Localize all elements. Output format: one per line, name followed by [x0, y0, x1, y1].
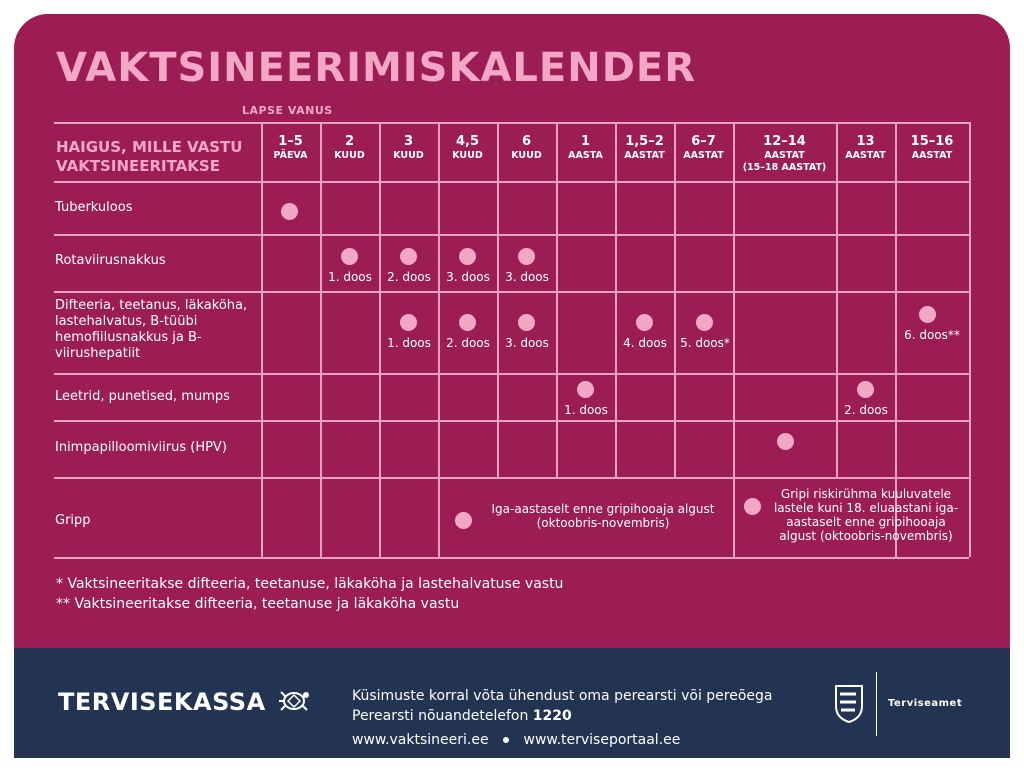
vaccination-dot [459, 314, 476, 331]
vaccination-dot [744, 498, 761, 515]
age-unit: AASTA [568, 150, 603, 161]
disease-label-tuberculosis: Tuberkuloos [55, 200, 133, 215]
age-unit: KUUD [334, 150, 365, 161]
vaccination-dot [857, 381, 874, 398]
age-unit: AASTAT [683, 150, 724, 161]
age-column-header [836, 134, 895, 162]
grid-line [54, 291, 969, 293]
vaccination-dot [777, 433, 794, 450]
vaccination-dot [400, 314, 417, 331]
flu-risk-note: Gripi riskirühma kuuluvatele lastele kuni 18. eluaastani iga-aastaselt enne gripihooaja algust (oktoobris-novembris) [773, 487, 959, 543]
page-title: VAKTSINEERIMISKALENDER [56, 45, 697, 91]
link-terviseportaal[interactable]: www.terviseportaal.ee [523, 732, 681, 748]
age-column-header [615, 134, 674, 162]
age-column-header [674, 134, 733, 162]
vaccination-dot [341, 248, 358, 265]
age-value: 1–5 [278, 134, 303, 149]
disease-header-line-2: VAKTSINEERITAKSE [56, 157, 220, 175]
dose-label: 2. doos [844, 403, 888, 417]
footer [14, 648, 1010, 758]
dose-label: 3. doos [446, 270, 490, 284]
age-unit: AASTAT [845, 150, 886, 161]
grid-line [54, 373, 969, 375]
age-caption: LAPSE VANUS [242, 104, 333, 117]
age-unit: AASTAT [624, 150, 665, 161]
dose-label: 2. doos [446, 336, 490, 350]
disease-label-flu: Gripp [55, 513, 91, 528]
vaccination-dot [636, 314, 653, 331]
dose-label: 3. doos [505, 270, 549, 284]
disease-header-line-1: HAIGUS, MILLE VASTU [56, 138, 243, 156]
age-value: 6 [521, 134, 532, 149]
vaccination-dot [577, 381, 594, 398]
vaccination-dot [518, 248, 535, 265]
coat-of-arms-icon [834, 684, 864, 724]
age-unit: KUUD [511, 150, 542, 161]
age-column-header [320, 134, 379, 162]
age-value: 12–14 [763, 134, 806, 149]
grid-line [54, 477, 969, 479]
age-value: 1,5–2 [625, 134, 664, 149]
grid-line [54, 557, 969, 559]
contact-info: Küsimuste korral võta ühendust oma perearsti või pereõega [352, 688, 773, 704]
grid-line [969, 122, 971, 557]
phone-label: Perearsti nõuandetelefon [352, 708, 529, 724]
phone-line [352, 708, 572, 725]
agency-name: Terviseamet [888, 698, 963, 709]
age-value: 6–7 [691, 134, 716, 149]
age-unit: AASTAT [764, 150, 805, 161]
dose-label: 6. doos** [904, 328, 960, 342]
age-column-header [438, 134, 497, 162]
age-value: 3 [403, 134, 414, 149]
flu-general-note: Iga-aastaselt enne gripihooaja algust (oktoobris-novembris) [491, 502, 715, 530]
dose-label: 3. doos [505, 336, 549, 350]
age-column-header [556, 134, 615, 162]
turtle-icon [277, 686, 311, 714]
age-value: 4,5 [455, 134, 480, 149]
disease-label-dtp: Difteeria, teetanus, läkaköha, lastehalvatus, B-tüübi hemofiilusnakkus ja B-viirushepatiit [55, 298, 248, 361]
grid-line [54, 420, 969, 422]
grid-line [615, 122, 617, 477]
vaccination-dot [400, 248, 417, 265]
footnote-double: ** Vaktsineeritakse difteeria, teetanuse ja läkaköha vastu [56, 596, 460, 612]
disease-label-rotavirus: Rotaviirusnakkus [55, 253, 166, 268]
dose-label: 1. doos [328, 270, 372, 284]
age-column-header [497, 134, 556, 162]
age-column-header [895, 134, 969, 162]
grid-line [54, 181, 969, 183]
phone-number: 1220 [532, 708, 572, 724]
vaccination-dot [281, 203, 298, 220]
age-value: 1 [580, 134, 591, 149]
divider [876, 672, 877, 736]
age-unit: KUUD [452, 150, 483, 161]
age-extra: (15–18 AASTAT) [742, 162, 827, 173]
footnote-single: * Vaktsineeritakse difteeria, teetanuse, läkaköha ja lastehalvatuse vastu [56, 576, 564, 592]
grid-line [836, 122, 838, 477]
disease-label-mmr: Leetrid, punetised, mumps [55, 389, 230, 404]
bullet-separator [503, 737, 509, 743]
grid-line [54, 122, 969, 124]
grid-line [261, 122, 263, 557]
disease-label-hpv: Inimpapilloomiviirus (HPV) [55, 440, 227, 455]
grid-line [497, 122, 499, 477]
dose-label: 1. doos [564, 403, 608, 417]
age-unit: KUUD [393, 150, 424, 161]
age-value: 13 [856, 134, 875, 149]
brand-name: TERVISEKASSA [58, 688, 266, 716]
calendar-card [14, 14, 1010, 758]
grid-line [556, 122, 558, 477]
grid-line [320, 122, 322, 557]
disease-column-header [56, 138, 256, 176]
grid-line [674, 122, 676, 477]
vaccination-dot [518, 314, 535, 331]
links-line [352, 732, 680, 749]
age-value: 15–16 [910, 134, 954, 149]
vaccination-dot [455, 512, 472, 529]
age-column-header [379, 134, 438, 162]
age-column-header [261, 134, 320, 162]
vaccination-dot [459, 248, 476, 265]
vaccination-dot [696, 314, 713, 331]
brand-logo [58, 686, 311, 716]
age-column-header [733, 134, 836, 174]
dose-label: 5. doos* [680, 336, 730, 350]
link-vaktsineeri[interactable]: www.vaktsineeri.ee [352, 732, 489, 748]
age-unit: PÄEVA [273, 150, 308, 161]
age-unit: AASTAT [911, 150, 953, 161]
dose-label: 1. doos [387, 336, 431, 350]
dose-label: 4. doos [623, 336, 667, 350]
dose-label: 2. doos [387, 270, 431, 284]
vaccination-dot [919, 306, 936, 323]
age-value: 2 [344, 134, 355, 149]
grid-line [54, 234, 969, 236]
